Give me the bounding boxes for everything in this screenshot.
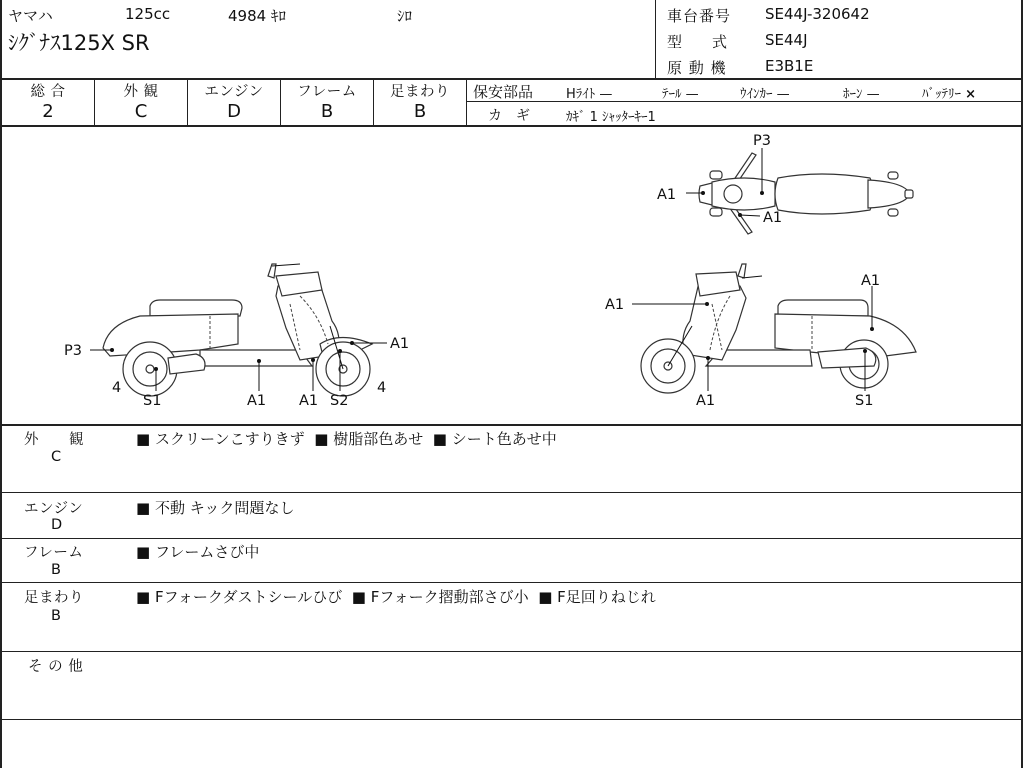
grade-suspension-label: 足まわり (390, 84, 450, 100)
left-view-label-a1-leg: A1 (299, 393, 319, 409)
grade-frame-value: B (320, 101, 334, 122)
model-name: ｼｸﾞﾅｽ125X SR (8, 31, 150, 55)
key-value: ｶｷﾞ 1 ｼｬｯﾀｰｷｰ1 (566, 110, 656, 125)
frame-no-label: 車台番号 (667, 7, 732, 25)
grade-exterior-value: C (134, 101, 148, 122)
color: ｼﾛ (397, 7, 413, 25)
grade-overall-label: 総 合 (30, 84, 66, 100)
grade-engine-value: D (227, 101, 241, 122)
remark-suspension-items: ■ Fフォークダストシールひび ■ Fフォーク摺動部さび小 ■ F足回りねじれ (136, 588, 656, 606)
scooter-damage-diagram (0, 126, 1023, 424)
scooter-top-view (657, 133, 913, 234)
remark-exterior-label: 外 観 (24, 432, 84, 448)
grade-suspension-value: B (413, 101, 427, 122)
top-view-label-p3: P3 (753, 133, 771, 149)
engine-code-label: 原 動 機 (667, 59, 727, 77)
right-view-label-a1-rear: A1 (861, 273, 881, 289)
remark-exterior-items: ■ スクリーンこすりきず ■ 樹脂部色あせ ■ シート色あせ中 (136, 430, 557, 448)
left-view-label-p3: P3 (64, 343, 82, 359)
left-view-label-s1: S1 (143, 393, 162, 409)
model-code-label: 型 式 (667, 33, 728, 51)
remark-frame-label: フレーム (24, 545, 84, 561)
left-view-label-s2: S2 (330, 393, 349, 409)
model-code: SE44J (765, 31, 808, 49)
remark-engine-grade: D (51, 517, 63, 533)
safety-item-battery: ﾊﾞｯﾃﾘｰ × (922, 87, 977, 102)
left-view-label-a1-fender: A1 (390, 336, 410, 352)
top-view-label-a1-left: A1 (657, 187, 677, 203)
scooter-right-side-view (605, 264, 916, 409)
left-view-label-front-num: 4 (377, 380, 387, 396)
top-view-label-a1-bottom: A1 (763, 210, 783, 226)
safety-parts-label: 保安部品 (473, 83, 534, 101)
grade-overall-value: 2 (42, 101, 54, 122)
engine-code: E3B1E (765, 57, 814, 75)
remark-frame-items: ■ フレームさび中 (136, 543, 260, 561)
grade-engine-label: エンジン (204, 84, 264, 100)
grade-exterior-label: 外 観 (123, 84, 159, 100)
remark-engine-items: ■ 不動 キック問題なし (136, 499, 295, 517)
remark-other-label: そ の 他 (28, 659, 84, 675)
remark-frame-grade: B (51, 562, 62, 578)
right-view-label-a1-bottom: A1 (696, 393, 716, 409)
scooter-left-side-view (64, 264, 409, 409)
safety-item-taillight: ﾃｰﾙ — (662, 87, 699, 102)
remark-suspension-grade: B (51, 608, 62, 624)
right-view-label-a1-front: A1 (605, 297, 625, 313)
safety-item-winker: ｳｲﾝｶｰ — (740, 87, 790, 102)
displacement: 125cc (125, 5, 171, 23)
remark-engine-label: エンジン (24, 501, 84, 517)
frame-no: SE44J-320642 (765, 5, 870, 23)
maker: ヤマハ (8, 7, 53, 25)
remark-suspension-label: 足まわり (24, 590, 84, 606)
key-label: カ ギ (488, 108, 530, 124)
left-view-label-a1-floor: A1 (247, 393, 267, 409)
safety-item-headlight: Hﾗｲﾄ — (566, 87, 613, 102)
right-view-label-s1: S1 (855, 393, 874, 409)
grade-frame-label: フレーム (297, 84, 357, 100)
mileage: 4984 ｷﾛ (228, 7, 286, 25)
safety-item-horn: ﾎｰﾝ — (843, 87, 880, 102)
remark-exterior-grade: C (51, 449, 62, 465)
left-view-label-rear-num: 4 (112, 380, 122, 396)
